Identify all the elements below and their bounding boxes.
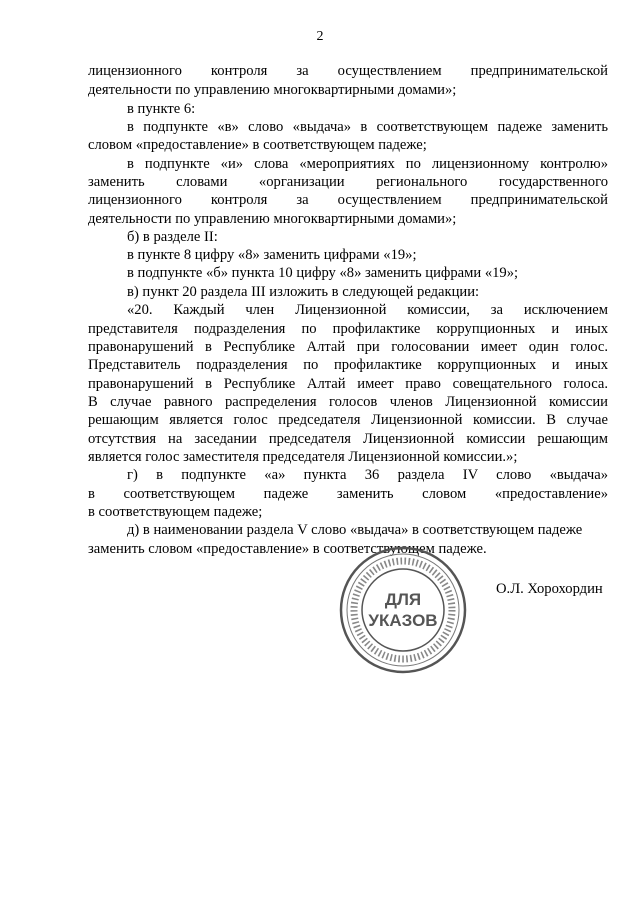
text-line: деятельности по управлению многоквартирными домами»; [88,211,457,227]
text-line: в подпункте «в» слово «выдача» в соответствующем падеже заменить [127,119,608,135]
text-line: деятельности по управлению многоквартирными домами»; [88,82,457,98]
text-line: в пункте 8 цифру «8» заменить цифрами «19»; [127,247,417,263]
text-line: правонарушений в Республике Алтай имеет право совещательного голоса. [88,376,608,392]
text-line: в подпункте «б» пункта 10 цифру «8» заменить цифрами «19»; [127,265,519,281]
text-line: отсутствия на заседании председателя Лицензионной комиссии решающим [88,431,608,447]
text-line: заменить словом «предоставление» в соответствующем падеже. [88,541,487,557]
text-line: б) в разделе II: [127,229,218,245]
stamp-text-line1: ДЛЯ [384,590,422,609]
text-line: в соответствующем падеже заменить словом «предоставление» [88,486,608,502]
text-line: в пункте 6: [127,101,196,117]
text-line: В случае равного распределения голосов членов Лицензионной комиссии [88,394,608,410]
text-line: д) в наименовании раздела V слово «выдача» в соответствующем падеже [127,522,583,538]
text-line: Представитель подразделения по профилактике коррупционных и иных [88,357,608,373]
stamp-text-line2: УКАЗОВ [368,611,438,630]
text-line: «20. Каждый член Лицензионной комиссии, за исключением [127,302,608,318]
text-line: в подпункте «и» слова «мероприятиях по лицензионному контролю» [127,156,608,172]
text-line: словом «предоставление» в соответствующем падеже; [88,137,427,153]
text-line: представителя подразделения по профилактике коррупционных и иных [88,321,608,337]
text-line: заменить словами «организации регионального государственного [88,174,608,190]
text-line: в) пункт 20 раздела III изложить в следующей редакции: [127,284,480,300]
text-line: правонарушений в Республике Алтай при голосовании имеет один голос. [88,339,608,355]
page-number: 2 [316,29,324,44]
text-line: является голос заместителя председателя Лицензионной комиссии.»; [88,449,518,465]
text-line: г) в подпункте «а» пункта 36 раздела IV слово «выдача» [127,467,608,483]
official-stamp [338,545,468,675]
text-line: лицензионного контроля за осуществлением предпринимательской [88,63,608,79]
signature-name: О.Л. Хорохордин [496,581,603,597]
text-line: решающим является голос председателя Лицензионной комиссии. В случае [88,412,608,428]
text-line: лицензионного контроля за осуществлением предпринимательской [88,192,608,208]
text-line: в соответствующем падеже; [88,504,263,520]
